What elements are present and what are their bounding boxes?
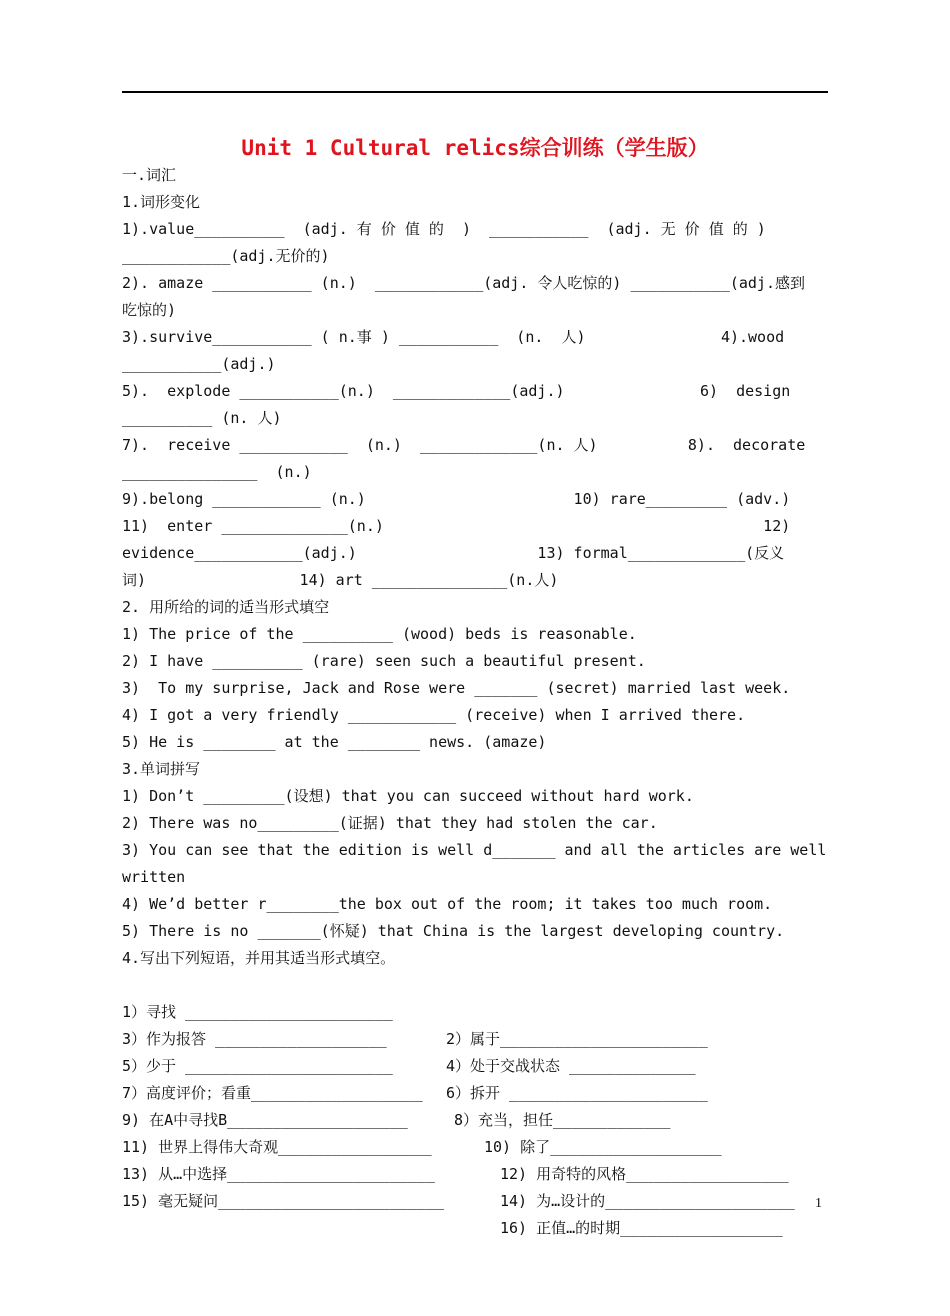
- section-heading-phrases: 4.写出下列短语，并用其适当形式填空。: [122, 949, 396, 967]
- phrase-item: 6）拆开 ______________________: [446, 1084, 708, 1102]
- phrase-item: 11) 世界上得伟大奇观_________________: [122, 1138, 432, 1156]
- fill-in-item: 2) I have __________ (rare) seen such a beautiful present.: [122, 652, 646, 670]
- word-form-line: _______________ (n.): [122, 463, 312, 481]
- word-form-line: __________ (n. 人): [122, 409, 282, 427]
- spelling-item: 2) There was no_________(证据) that they had stolen the car.: [122, 814, 658, 832]
- word-form-line: ____________(adj.无价的): [122, 247, 330, 265]
- spelling-item: 1) Don’t _________(设想) that you can succeed without hard work.: [122, 787, 694, 805]
- page-number: 1: [815, 1196, 822, 1211]
- phrase-item: 2）属于_______________________: [446, 1030, 708, 1048]
- spelling-item: 3) You can see that the edition is well d_______ and all the articles are well: [122, 841, 827, 859]
- phrase-item: 8）充当，担任_____________: [454, 1111, 671, 1129]
- word-form-line: 词) 14) art _______________(n.人): [122, 571, 559, 589]
- phrase-item: 15) 毫无疑问_________________________: [122, 1192, 444, 1210]
- section-heading-word-forms: 1.词形变化: [122, 193, 201, 211]
- fill-in-item: 4) I got a very friendly ____________ (receive) when I arrived there.: [122, 706, 746, 724]
- word-form-line: 7). receive ____________ (n.) _____________(n. 人) 8). decorate: [122, 436, 806, 454]
- word-form-line: 3).survive___________ ( n.事 ) ___________ (n. 人) 4).wood: [122, 328, 785, 346]
- phrase-item: 9) 在A中寻找B____________________: [122, 1111, 408, 1129]
- phrase-item: 13) 从…中选择_______________________: [122, 1165, 435, 1183]
- phrase-item: 14) 为…设计的_____________________: [500, 1192, 795, 1210]
- word-form-line: 2). amaze ___________ (n.) ____________(adj. 令人吃惊的) ___________(adj.感到: [122, 274, 805, 292]
- word-form-line: 1).value__________ (adj. 有 价 值 的 ) ___________ (adj. 无 价 值 的 ): [122, 220, 766, 238]
- phrase-item: 5）少于 _______________________: [122, 1057, 393, 1075]
- spelling-item: written: [122, 868, 186, 886]
- section-heading-vocab: 一.词汇: [122, 166, 177, 184]
- word-form-line: 5). explode ___________(n.) _____________(adj.) 6) design: [122, 382, 791, 400]
- page-title: Unit 1 Cultural relics综合训练（学生版）: [241, 136, 709, 160]
- section-heading-fill-in: 2. 用所给的词的适当形式填空: [122, 598, 330, 616]
- phrase-item: 4）处于交战状态 ______________: [446, 1057, 696, 1075]
- fill-in-item: 1) The price of the __________ (wood) beds is reasonable.: [122, 625, 637, 643]
- word-form-line: 11) enter ______________(n.) 12): [122, 517, 791, 535]
- spelling-item: 4) We’d better r________the box out of the room; it takes too much room.: [122, 895, 773, 913]
- phrase-item: 3）作为报答 ___________________: [122, 1030, 387, 1048]
- word-form-line: 9).belong ____________ (n.) 10) rare_________ (adv.): [122, 490, 791, 508]
- phrase-item: 16) 正值…的时期__________________: [500, 1219, 783, 1237]
- section-heading-spelling: 3.单词拼写: [122, 760, 201, 778]
- header-rule: [122, 91, 828, 93]
- phrase-item: 7）高度评价；看重___________________: [122, 1084, 423, 1102]
- phrase-item: 12) 用奇特的风格__________________: [500, 1165, 789, 1183]
- fill-in-item: 3) To my surprise, Jack and Rose were _______ (secret) married last week.: [122, 679, 791, 697]
- word-form-line: evidence____________(adj.) 13) formal_____________(反义: [122, 544, 785, 562]
- phrase-item: 10) 除了___________________: [484, 1138, 722, 1156]
- word-form-line: 吃惊的): [122, 301, 177, 319]
- word-form-line: ___________(adj.): [122, 355, 276, 373]
- fill-in-item: 5) He is ________ at the ________ news. (amaze): [122, 733, 547, 751]
- spelling-item: 5) There is no _______(怀疑) that China is the largest developing country.: [122, 922, 785, 940]
- phrase-item: 1）寻找 _______________________: [122, 1003, 393, 1021]
